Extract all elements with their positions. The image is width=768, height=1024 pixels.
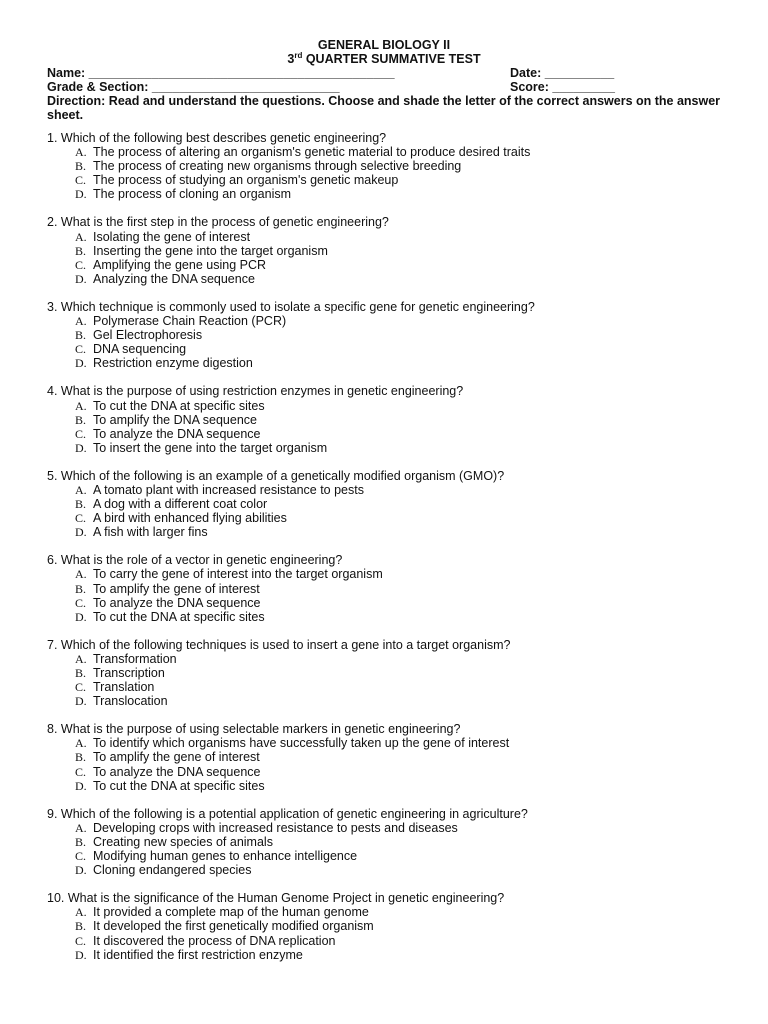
choice-text: To amplify the DNA sequence bbox=[93, 412, 257, 427]
question-item bbox=[47, 469, 737, 539]
answer-choice bbox=[47, 919, 737, 933]
answer-choice bbox=[47, 821, 737, 835]
choice-text: The process of studying an organism's genetic makeup bbox=[93, 173, 399, 188]
choice-text: Transformation bbox=[93, 651, 177, 666]
choice-letter: C. bbox=[75, 849, 87, 864]
choice-letter: D. bbox=[75, 356, 87, 371]
choice-text: Creating new species of animals bbox=[93, 834, 273, 849]
answer-choice bbox=[47, 934, 737, 948]
choice-letter: D. bbox=[75, 440, 87, 455]
choice-text: To amplify the gene of interest bbox=[93, 750, 260, 765]
choice-text: A fish with larger fins bbox=[93, 525, 208, 540]
answer-choice bbox=[47, 441, 737, 455]
choice-text: To cut the DNA at specific sites bbox=[93, 398, 265, 413]
choice-letter: C. bbox=[75, 173, 87, 188]
question-item bbox=[47, 807, 737, 877]
choice-letter: A. bbox=[75, 398, 87, 413]
choice-text: Polymerase Chain Reaction (PCR) bbox=[93, 314, 287, 329]
choice-text: A tomato plant with increased resistance to pests bbox=[93, 482, 364, 497]
choice-text: Cloning endangered species bbox=[93, 863, 252, 878]
subtitle-ordinal: rd bbox=[294, 50, 303, 60]
question-stem: 8. What is the purpose of using selectable markers in genetic engineering? bbox=[47, 722, 461, 737]
choice-letter: C. bbox=[75, 933, 87, 948]
question-stem: 2. What is the first step in the process of genetic engineering? bbox=[47, 215, 389, 230]
question-stem: 7. Which of the following techniques is used to insert a gene into a target organism? bbox=[47, 637, 511, 652]
question-stem: 5. Which of the following is an example of a genetically modified organism (GMO)? bbox=[47, 468, 505, 483]
answer-choice bbox=[47, 145, 737, 159]
choice-text: To carry the gene of interest into the target organism bbox=[93, 567, 383, 582]
answer-choice bbox=[47, 272, 737, 286]
choice-text: It developed the first genetically modified organism bbox=[93, 919, 374, 934]
answer-choice bbox=[47, 765, 737, 779]
choice-letter: C. bbox=[75, 257, 87, 272]
choice-text: It discovered the process of DNA replication bbox=[93, 933, 336, 948]
question-stem: 1. Which of the following best describes genetic engineering? bbox=[47, 131, 387, 145]
question-stem: 9. Which of the following is a potential application of genetic engineering in agriculture? bbox=[47, 806, 528, 821]
choice-letter: D. bbox=[75, 863, 87, 878]
answer-choice bbox=[47, 779, 737, 793]
answer-choice bbox=[47, 948, 737, 962]
choice-text: Translation bbox=[93, 680, 155, 695]
answer-choice bbox=[47, 905, 737, 919]
answer-choice bbox=[47, 230, 737, 244]
question-item bbox=[47, 638, 737, 708]
test-subtitle bbox=[0, 52, 768, 66]
choice-text: To cut the DNA at specific sites bbox=[93, 609, 265, 624]
choice-letter: A. bbox=[75, 736, 87, 751]
choice-text: It provided a complete map of the human genome bbox=[93, 905, 369, 920]
choice-text: Modifying human genes to enhance intelligence bbox=[93, 849, 358, 864]
answer-choice bbox=[47, 736, 737, 750]
choice-text: Developing crops with increased resistance to pests and diseases bbox=[93, 820, 458, 835]
question-item bbox=[47, 553, 737, 623]
choice-text: The process of altering an organism's genetic material to produce desired traits bbox=[93, 145, 531, 160]
choice-letter: B. bbox=[75, 159, 87, 174]
choice-text: Amplifying the gene using PCR bbox=[93, 257, 267, 272]
grade-score-row bbox=[47, 80, 727, 94]
answer-choice bbox=[47, 511, 737, 525]
choice-letter: B. bbox=[75, 581, 87, 596]
choice-text: To cut the DNA at specific sites bbox=[93, 778, 265, 793]
question-item bbox=[47, 215, 737, 285]
answer-choice bbox=[47, 258, 737, 272]
choice-text: To analyze the DNA sequence bbox=[93, 764, 261, 779]
answer-choice bbox=[47, 849, 737, 863]
choice-letter: D. bbox=[75, 271, 87, 286]
choice-letter: B. bbox=[75, 412, 87, 427]
answer-choice bbox=[47, 314, 737, 328]
choice-text: It identified the first restriction enzyme bbox=[93, 947, 303, 962]
choice-letter: A. bbox=[75, 482, 87, 497]
question-item bbox=[47, 891, 737, 961]
grade-section-field: Grade & Section: ___________________________ bbox=[47, 80, 340, 94]
answer-choice bbox=[47, 159, 737, 173]
choice-text: Restriction enzyme digestion bbox=[93, 356, 253, 371]
answer-choice bbox=[47, 680, 737, 694]
answer-choice bbox=[47, 666, 737, 680]
directions: Direction: Read and understand the questions. Choose and shade the letter of the correct answers on the answer sheet. bbox=[47, 94, 721, 122]
answer-choice bbox=[47, 750, 737, 764]
question-item bbox=[47, 384, 737, 454]
choice-letter: A. bbox=[75, 314, 87, 329]
test-title: GENERAL BIOLOGY II bbox=[317, 38, 451, 52]
answer-choice bbox=[47, 328, 737, 342]
answer-choice bbox=[47, 652, 737, 666]
answer-choice bbox=[47, 173, 737, 187]
name-field: Name: ____________________________________________ bbox=[47, 66, 395, 80]
choice-text: To amplify the gene of interest bbox=[93, 581, 260, 596]
answer-choice bbox=[47, 582, 737, 596]
answer-choice bbox=[47, 863, 737, 877]
date-field: Date: __________ bbox=[510, 66, 615, 80]
name-date-row bbox=[47, 66, 727, 80]
choice-text: Inserting the gene into the target organism bbox=[93, 243, 328, 258]
subtitle-text: QUARTER SUMMATIVE TEST bbox=[302, 52, 481, 66]
answer-choice bbox=[47, 596, 737, 610]
choice-letter: A. bbox=[75, 905, 87, 920]
question-list bbox=[47, 131, 737, 976]
choice-text: Transcription bbox=[93, 666, 165, 680]
choice-letter: C. bbox=[75, 764, 87, 779]
choice-letter: A. bbox=[75, 567, 87, 582]
choice-letter: A. bbox=[75, 820, 87, 835]
choice-text: Isolating the gene of interest bbox=[93, 229, 251, 244]
choice-letter: D. bbox=[75, 778, 87, 793]
choice-text: The process of cloning an organism bbox=[93, 187, 292, 202]
choice-letter: B. bbox=[75, 834, 87, 849]
choice-text: To insert the gene into the target organism bbox=[93, 440, 328, 455]
subtitle-number: 3 bbox=[287, 52, 295, 66]
choice-text: To analyze the DNA sequence bbox=[93, 595, 261, 610]
question-item bbox=[47, 131, 737, 201]
choice-text: Gel Electrophoresis bbox=[93, 328, 203, 343]
choice-letter: C. bbox=[75, 511, 87, 526]
choice-letter: D. bbox=[75, 609, 87, 624]
answer-choice bbox=[47, 694, 737, 708]
choice-text: To identify which organisms have successfully taken up the gene of interest bbox=[93, 736, 510, 751]
choice-text: The process of creating new organisms through selective breeding bbox=[93, 159, 462, 174]
choice-letter: C. bbox=[75, 680, 87, 695]
answer-choice bbox=[47, 427, 737, 441]
choice-text: A dog with a different coat color bbox=[93, 497, 268, 512]
score-field: Score: _________ bbox=[510, 80, 615, 94]
choice-letter: C. bbox=[75, 426, 87, 441]
choice-letter: B. bbox=[75, 328, 87, 343]
choice-letter: B. bbox=[75, 666, 87, 680]
answer-choice bbox=[47, 244, 737, 258]
choice-text: Translocation bbox=[93, 694, 168, 709]
choice-letter: C. bbox=[75, 595, 87, 610]
choice-letter: B. bbox=[75, 750, 87, 765]
answer-choice bbox=[47, 413, 737, 427]
answer-choice bbox=[47, 342, 737, 356]
answer-choice bbox=[47, 497, 737, 511]
answer-choice bbox=[47, 356, 737, 370]
choice-letter: B. bbox=[75, 919, 87, 934]
question-stem: 3. Which technique is commonly used to isolate a specific gene for genetic engineering? bbox=[47, 299, 535, 314]
question-stem: 6. What is the role of a vector in genetic engineering? bbox=[47, 553, 343, 568]
choice-letter: C. bbox=[75, 342, 87, 357]
answer-choice bbox=[47, 525, 737, 539]
question-item bbox=[47, 722, 737, 792]
question-stem: 4. What is the purpose of using restriction enzymes in genetic engineering? bbox=[47, 384, 464, 399]
choice-letter: B. bbox=[75, 497, 87, 512]
choice-letter: D. bbox=[75, 187, 87, 202]
choice-letter: D. bbox=[75, 694, 87, 709]
answer-choice bbox=[47, 399, 737, 413]
choice-text: To analyze the DNA sequence bbox=[93, 426, 261, 441]
question-item bbox=[47, 300, 737, 370]
choice-text: Analyzing the DNA sequence bbox=[93, 271, 255, 286]
choice-letter: B. bbox=[75, 243, 87, 258]
choice-letter: A. bbox=[75, 229, 87, 244]
answer-choice bbox=[47, 610, 737, 624]
choice-text: A bird with enhanced flying abilities bbox=[93, 511, 287, 526]
answer-choice bbox=[47, 835, 737, 849]
choice-letter: D. bbox=[75, 947, 87, 962]
choice-text: DNA sequencing bbox=[93, 342, 187, 357]
answer-choice bbox=[47, 483, 737, 497]
choice-letter: D. bbox=[75, 525, 87, 540]
choice-letter: A. bbox=[75, 145, 87, 160]
question-stem: 10. What is the significance of the Human Genome Project in genetic engineering? bbox=[47, 891, 505, 906]
choice-letter: A. bbox=[75, 651, 87, 666]
answer-choice bbox=[47, 567, 737, 581]
answer-choice bbox=[47, 187, 737, 201]
